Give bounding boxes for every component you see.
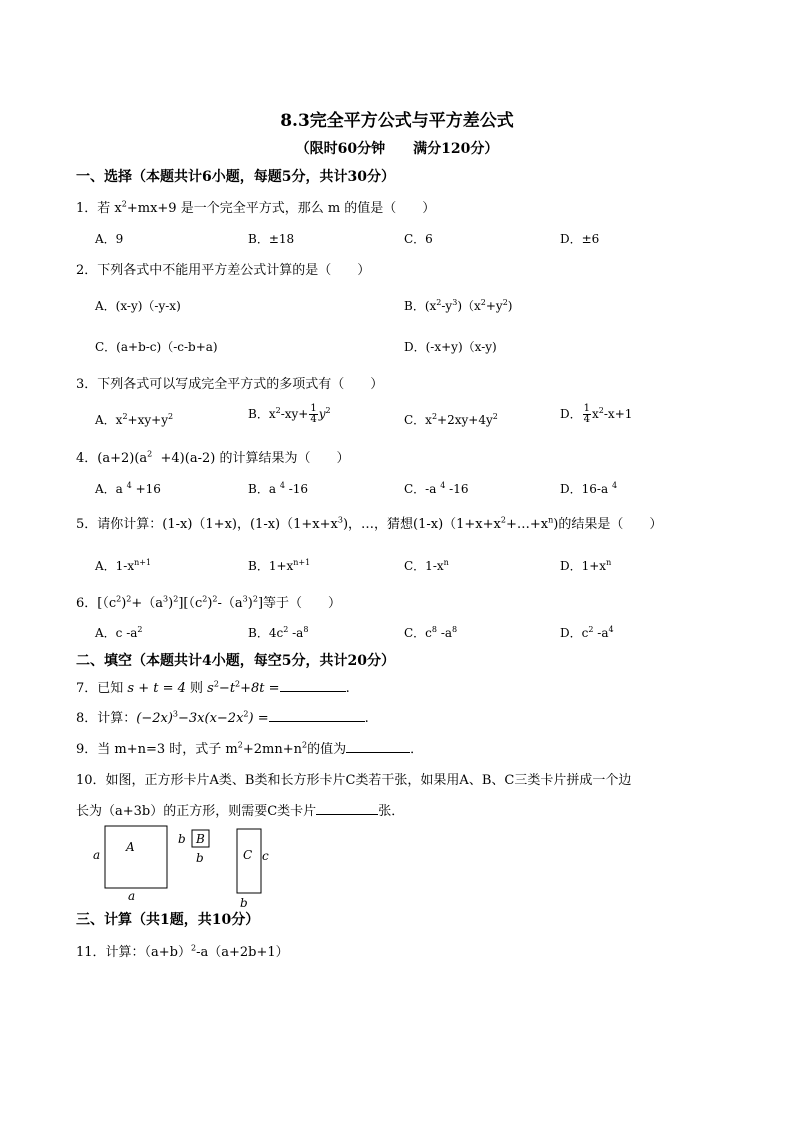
question-1: 1．若 $x^2+mx+9$ 是一个完全平方式，那么 m 的值是（ ）: [76, 199, 436, 216]
q5-option-d[interactable]: D．$1+x^n$: [560, 558, 612, 573]
q4-option-c[interactable]: C．-a $^4$ -16: [404, 481, 469, 496]
q1-stem-b: +mx+9 是一个完全平方式，那么 m 的值是（ ）: [126, 201, 436, 216]
q4-option-d[interactable]: D．16-a $^4$: [560, 481, 618, 496]
card-a-bottom-label: a: [128, 889, 136, 903]
card-b-square: [192, 830, 209, 847]
q1-stem-a: 1．若 x: [76, 201, 122, 216]
card-c-bottom-label: b: [240, 896, 248, 910]
q1-option-d[interactable]: D．±6: [560, 232, 600, 246]
question-11: 11．计算：$(a+b)^2-a(a+2b+1)$: [76, 943, 289, 960]
q3-option-a[interactable]: A．$x^2+xy+y^2$: [95, 412, 174, 427]
fraction-one-quarter: $\frac{1}{4}$: [310, 403, 317, 425]
q9-answer-blank[interactable]: [346, 740, 410, 753]
q4-option-b[interactable]: B．a $^4$ -16: [248, 481, 309, 496]
q1-option-b[interactable]: B．±18: [248, 232, 295, 246]
q5-option-a[interactable]: A．$1-x^{n+1}$: [95, 558, 152, 573]
q3-option-d[interactable]: D． $\frac{1}{4}$ $x^2-x+1$: [560, 403, 633, 425]
q3-option-b[interactable]: B．$x^2-xy+$ $\frac{1}{4}$ $y^2$: [248, 403, 331, 425]
q2-option-c[interactable]: C．(a+b-c)（-c-b+a): [95, 340, 218, 354]
q8-answer-blank[interactable]: [269, 709, 365, 722]
q10-answer-blank[interactable]: [316, 802, 378, 815]
q3-option-c[interactable]: C．$x^2+2xy+4y^2$: [404, 412, 498, 427]
question-2: 2．下列各式中不能用平方差公式计算的是（ ）: [76, 263, 371, 278]
question-6: 6．$[(c^2)^2+(a^3)^2][(c^2)^2-(a^3)^2]$等于（ ）: [76, 594, 342, 611]
question-7: 7．已知 s + t = 4 则 $s^2-t^2+8t$ = .: [76, 679, 350, 696]
card-a-label: A: [126, 840, 135, 854]
q5-option-c[interactable]: C．$1-x^n$: [404, 558, 449, 573]
q2-option-a[interactable]: A．(x-y)（-y-x): [95, 299, 181, 313]
question-4: 4．$(a+2)(a^2 +4)(a-2)$ 的计算结果为（ ）: [76, 449, 350, 466]
card-c-side-label: c: [262, 849, 269, 863]
card-b-side-label: b: [178, 832, 186, 846]
q5-option-b[interactable]: B．$1+x^{n+1}$: [248, 558, 311, 573]
question-10-line-1: 10．如图，正方形卡片A类、B类和长方形卡片C类若干张，如果用A、B、C三类卡片拼成一个边: [76, 773, 632, 788]
q2-option-b[interactable]: B．$(x^2-y^3)(x^2+y^2)$: [404, 298, 513, 313]
question-3: 3．下列各式可以写成完全平方式的多项式有（ ）: [76, 377, 384, 392]
card-b-label: B: [196, 832, 205, 846]
page-subtitle: （限时60分钟 满分120分）: [295, 141, 499, 157]
q1-option-a[interactable]: A．9: [95, 232, 124, 246]
q6-option-a[interactable]: A．c $-a^2$: [95, 625, 143, 640]
q6-option-d[interactable]: D．$c^2$ $-a^4$: [560, 625, 614, 640]
card-a-side-label: a: [93, 848, 101, 862]
card-b-bottom-label: b: [196, 851, 204, 865]
section-heading-choice: 一、选择（本题共计6小题，每题5分，共计30分）: [76, 169, 395, 185]
card-c-label: C: [243, 848, 253, 862]
page-title: 8.3完全平方公式与平方差公式: [280, 111, 514, 131]
q1-option-c[interactable]: C．6: [404, 232, 433, 246]
q2-option-d[interactable]: D．(-x+y)（x-y): [404, 340, 497, 354]
card-a-square: [105, 826, 167, 888]
q4-option-a[interactable]: A．a $^4$ +16: [95, 481, 161, 496]
section-heading-calc: 三、计算（共1题，共10分）: [76, 912, 260, 928]
question-8: 8．计算：$(-2x)^3-3x(x-2x^2)$ = .: [76, 709, 369, 726]
fraction-one-quarter-d: $\frac{1}{4}$: [583, 403, 590, 425]
card-c-rectangle: [237, 829, 261, 893]
question-5: 5．请你计算：(1-x)（1+x)，$(1-x)(1+x+x^3)$，…，猜想$(1-x)(1+x+x^2+\dots+x^n)$的结果是（ ）: [76, 515, 663, 532]
q6-option-c[interactable]: C．$c^8$ $-a^8$: [404, 625, 458, 640]
section-heading-fill: 二、填空（本题共计4小题，每空5分，共计20分）: [76, 653, 395, 669]
q6-option-b[interactable]: B．$4c^2$ $-a^8$: [248, 625, 309, 640]
question-9: 9．当 m+n=3 时，式子 $m^2+2mn+n^2$的值为 ．: [76, 740, 424, 757]
question-10-line-2: 长为（a+3b）的正方形，则需要C类卡片 张．: [76, 804, 405, 819]
q7-answer-blank[interactable]: [280, 679, 346, 692]
